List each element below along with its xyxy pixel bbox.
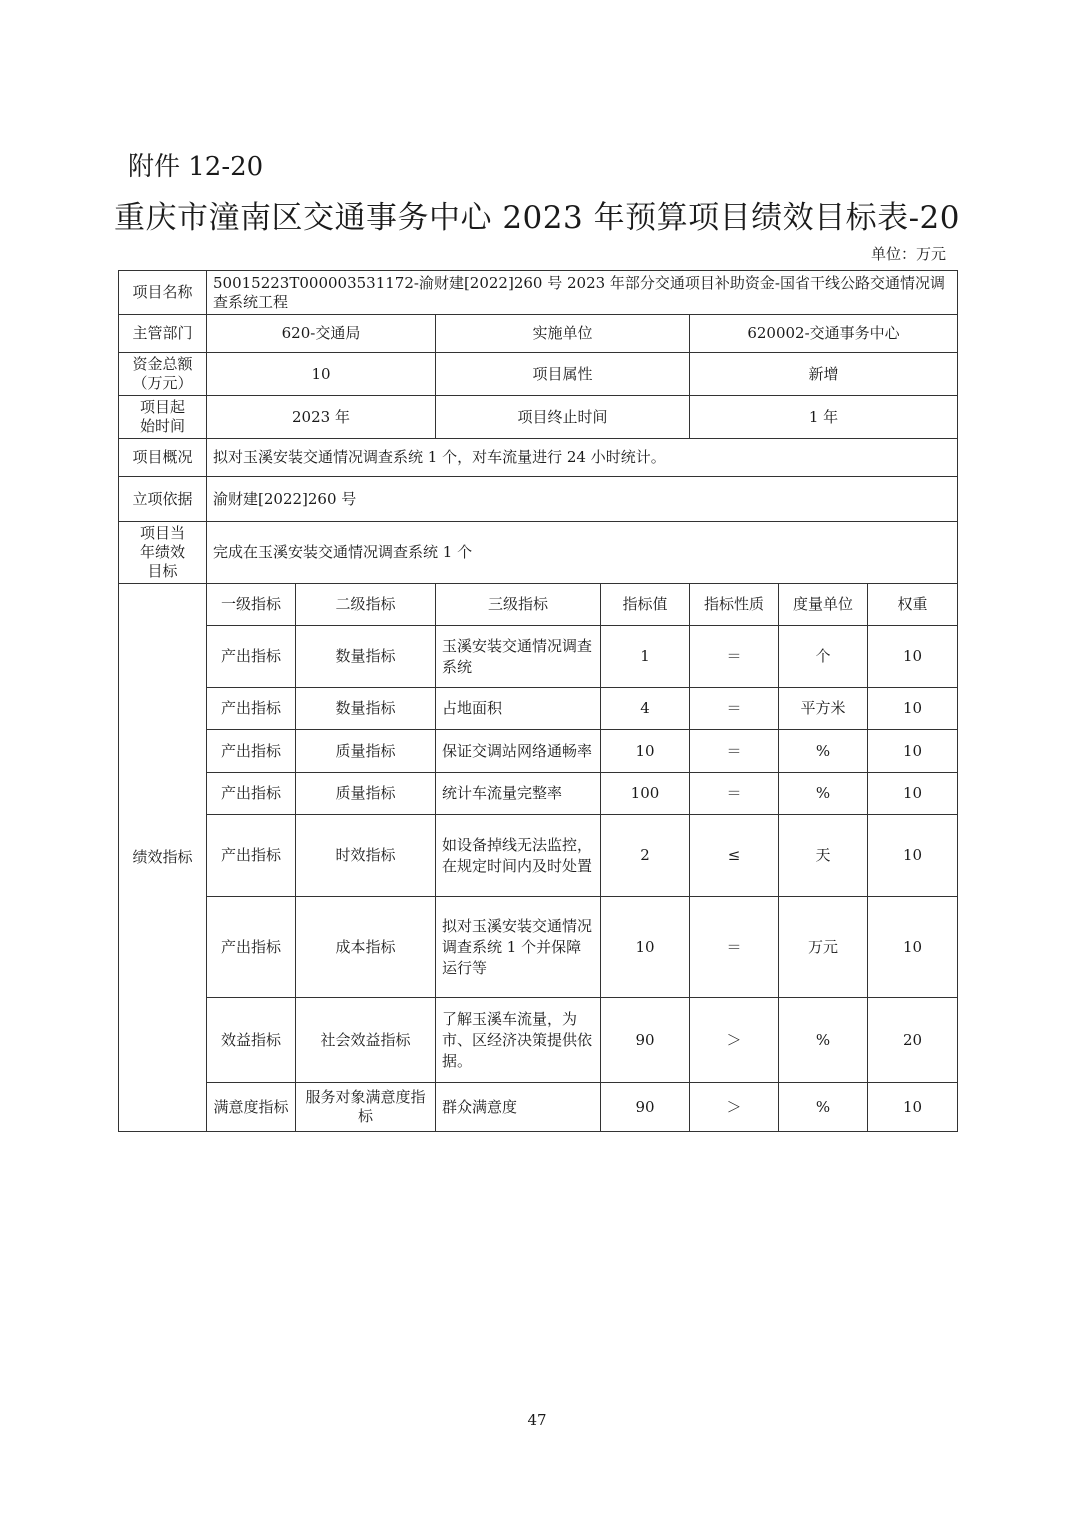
indicator-level2: 时效指标 (296, 815, 436, 897)
indicator-level3: 统计车流量完整率 (436, 773, 601, 815)
indicator-level1: 效益指标 (207, 998, 296, 1083)
label-start: 项目起始时间 (119, 396, 207, 439)
indicator-weight: 10 (868, 815, 958, 897)
indicator-level2: 质量指标 (296, 773, 436, 815)
label-basis: 立项依据 (119, 477, 207, 522)
indicator-unit: 个 (779, 626, 868, 688)
indicator-weight: 10 (868, 1083, 958, 1132)
value-dept: 620-交通局 (207, 315, 436, 353)
indicator-level2: 数量指标 (296, 688, 436, 730)
header-level3: 三级指标 (436, 584, 601, 626)
indicator-level3: 保证交调站网络通畅率 (436, 730, 601, 773)
indicator-weight: 10 (868, 688, 958, 730)
indicator-value: 2 (601, 815, 690, 897)
indicator-level1: 产出指标 (207, 815, 296, 897)
indicator-value: 10 (601, 897, 690, 998)
header-weight: 权重 (868, 584, 958, 626)
indicator-row (119, 815, 958, 897)
indicator-level1: 产出指标 (207, 773, 296, 815)
value-attr: 新增 (690, 353, 958, 396)
indicator-weight: 10 (868, 897, 958, 998)
indicator-row (119, 626, 958, 688)
indicator-unit: % (779, 998, 868, 1083)
indicator-level3: 了解玉溪车流量，为市、区经济决策提供依据。 (436, 998, 601, 1083)
page-number: 47 (527, 1411, 547, 1429)
indicator-value: 4 (601, 688, 690, 730)
indicator-row (119, 1083, 958, 1132)
indicator-row (119, 688, 958, 730)
label-goal: 项目当年绩效目标 (119, 522, 207, 584)
label-impl: 实施单位 (436, 315, 690, 353)
indicator-level3: 玉溪安装交通情况调查系统 (436, 626, 601, 688)
indicator-level3: 拟对玉溪安装交通情况调查系统 1 个并保障运行等 (436, 897, 601, 998)
value-impl: 620002-交通事务中心 (690, 315, 958, 353)
indicator-weight: 20 (868, 998, 958, 1083)
label-overview: 项目概况 (119, 439, 207, 477)
indicator-nature: ＞ (690, 1083, 779, 1132)
indicator-header-row (119, 584, 958, 626)
value-basis: 渝财建[2022]260 号 (207, 477, 958, 522)
indicator-weight: 10 (868, 730, 958, 773)
indicator-row (119, 773, 958, 815)
indicator-unit: % (779, 773, 868, 815)
indicator-row (119, 998, 958, 1083)
row-overview (119, 439, 958, 477)
indicator-unit: % (779, 1083, 868, 1132)
performance-table (118, 270, 958, 1132)
label-funds: 资金总额（万元） (119, 353, 207, 396)
row-funds (119, 353, 958, 396)
header-level2: 二级指标 (296, 584, 436, 626)
indicator-level1: 产出指标 (207, 730, 296, 773)
indicator-level3: 群众满意度 (436, 1083, 601, 1132)
indicator-nature: ＝ (690, 730, 779, 773)
indicator-value: 90 (601, 1083, 690, 1132)
indicator-nature: ＝ (690, 897, 779, 998)
header-nature: 指标性质 (690, 584, 779, 626)
indicator-unit: % (779, 730, 868, 773)
indicator-level2: 社会效益指标 (296, 998, 436, 1083)
indicator-unit: 天 (779, 815, 868, 897)
indicator-level2: 成本指标 (296, 897, 436, 998)
value-end: 1 年 (690, 396, 958, 439)
indicator-level3: 占地面积 (436, 688, 601, 730)
header-level1: 一级指标 (207, 584, 296, 626)
label-indicators: 绩效指标 (119, 584, 207, 1132)
indicator-weight: 10 (868, 773, 958, 815)
unit-label: 单位：万元 (870, 245, 946, 263)
label-dept: 主管部门 (119, 315, 207, 353)
indicator-level1: 产出指标 (207, 626, 296, 688)
document-title: 重庆市潼南区交通事务中心 2023 年预算项目绩效目标表-20 (113, 200, 961, 236)
value-funds: 10 (207, 353, 436, 396)
label-attr: 项目属性 (436, 353, 690, 396)
indicator-nature: ＝ (690, 688, 779, 730)
attachment-label: 附件 12-20 (128, 152, 264, 182)
indicator-level1: 满意度指标 (207, 1083, 296, 1132)
indicator-nature: ＝ (690, 773, 779, 815)
row-period (119, 396, 958, 439)
indicator-nature: ＝ (690, 626, 779, 688)
indicator-level2: 质量指标 (296, 730, 436, 773)
value-start: 2023 年 (207, 396, 436, 439)
indicator-value: 100 (601, 773, 690, 815)
indicator-weight: 10 (868, 626, 958, 688)
header-unit: 度量单位 (779, 584, 868, 626)
indicator-level3: 如设备掉线无法监控，在规定时间内及时处置 (436, 815, 601, 897)
row-project-name (119, 271, 958, 315)
header-value: 指标值 (601, 584, 690, 626)
row-goal (119, 522, 958, 584)
indicator-value: 10 (601, 730, 690, 773)
indicator-nature: ＞ (690, 998, 779, 1083)
value-goal: 完成在玉溪安装交通情况调查系统 1 个 (207, 522, 958, 584)
indicator-unit: 万元 (779, 897, 868, 998)
indicator-value: 1 (601, 626, 690, 688)
label-end: 项目终止时间 (436, 396, 690, 439)
row-dept (119, 315, 958, 353)
indicator-row (119, 897, 958, 998)
value-project-name: 50015223T000003531172-渝财建[2022]260 号 2023 年部分交通项目补助资金-国省干线公路交通情况调查系统工程 (207, 271, 958, 315)
indicator-unit: 平方米 (779, 688, 868, 730)
indicator-level1: 产出指标 (207, 897, 296, 998)
indicator-level2: 数量指标 (296, 626, 436, 688)
indicator-value: 90 (601, 998, 690, 1083)
value-overview: 拟对玉溪安装交通情况调查系统 1 个，对车流量进行 24 小时统计。 (207, 439, 958, 477)
row-basis (119, 477, 958, 522)
label-project-name: 项目名称 (119, 271, 207, 315)
indicator-nature: ≤ (690, 815, 779, 897)
indicator-level2: 服务对象满意度指标 (296, 1083, 436, 1132)
indicator-level1: 产出指标 (207, 688, 296, 730)
indicator-row (119, 730, 958, 773)
